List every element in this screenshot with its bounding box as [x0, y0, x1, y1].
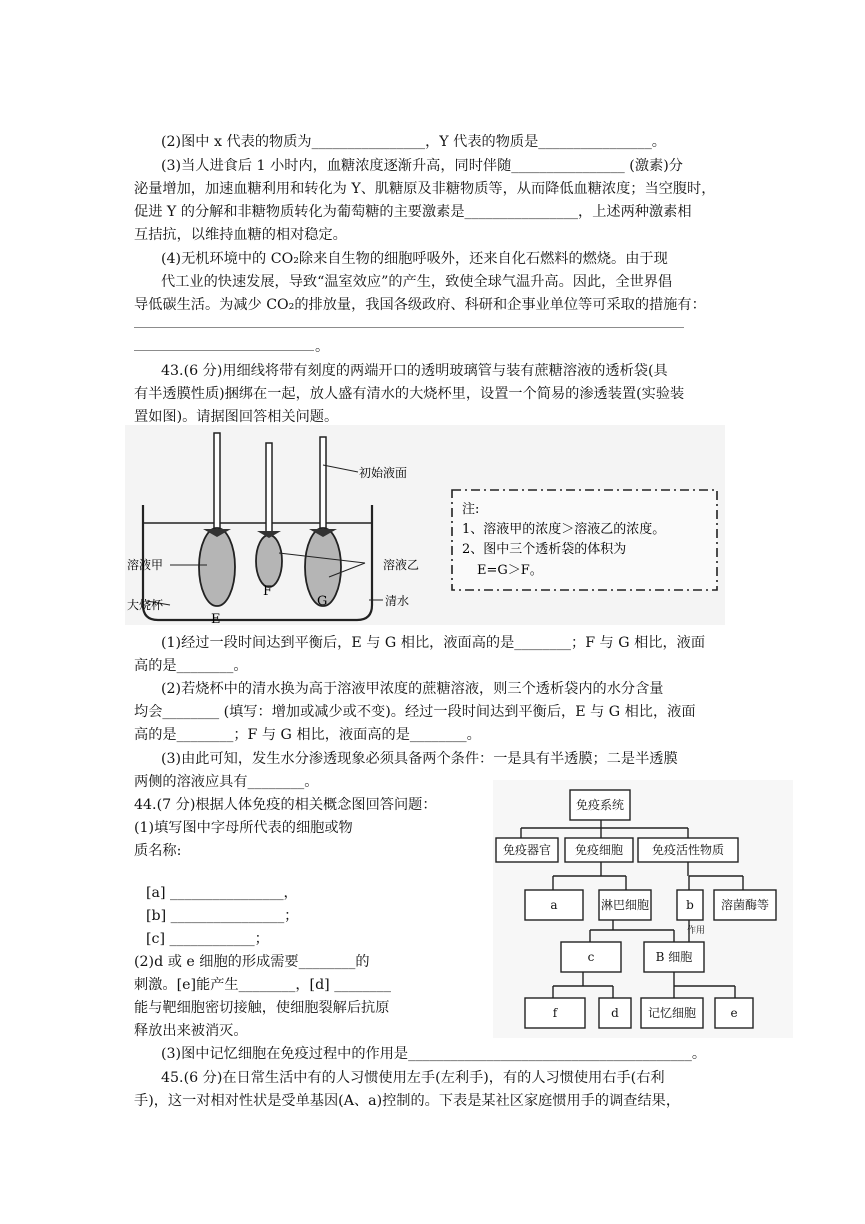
q43-answer-1: (1)经过一段时间达到平衡后，E 与 G 相比，液面高的是________；F 与 G 相比，液面: [161, 635, 706, 651]
node-e: e: [730, 1006, 738, 1020]
node-immune-organ: 免疫器官: [502, 843, 552, 857]
q44-blank-a: [a] ________________，: [146, 885, 298, 901]
q43-answer-5: 高的是________；F 与 G 相比，液面高的是________。: [134, 727, 481, 743]
label-bag-e: E: [211, 612, 221, 625]
osmosis-figure: [125, 425, 725, 625]
q44-blank-b: [b] ________________；: [146, 908, 299, 924]
label-action: 作用: [687, 926, 706, 936]
q44-line-7: 释放出来被消灭。: [134, 1023, 248, 1039]
q43-answer-7: 两侧的溶液应具有________。: [134, 774, 319, 790]
answer-line: [134, 350, 314, 351]
q42-line-6: (4)无机环境中的 CO₂除来自生物的细胞呼吸外，还来自化石燃料的燃烧。由于现: [161, 251, 668, 267]
note-line-1: 1、溶液甲的浓度＞溶液乙的浓度。: [462, 522, 666, 537]
q44-line-8: (3)图中记忆细胞在免疫过程中的作用是________________________________________。: [161, 1046, 707, 1062]
q43-line-3: 置如图)。请据图回答相关问题。: [134, 409, 339, 425]
answer-line: [134, 327, 684, 328]
label-bag-f: F: [263, 584, 273, 599]
q44-line-2: (1)填写图中字母所代表的细胞或物: [134, 820, 353, 836]
q43-answer-6: (3)由此可知，发生水分渗透现象必须具备两个条件：一是具有半透膜；二是半透膜: [161, 751, 678, 767]
q42-line-7: 代工业的快速发展，导致“温室效应”的产生，致使全球气温升高。因此，全世界倡: [161, 274, 673, 290]
label-beaker: 大烧杯: [127, 598, 164, 612]
q42-line-1: (2)图中 x 代表的物质为________________，Y 代表的物质是________________。: [161, 134, 666, 150]
node-lysozyme: 溶菌酶等: [720, 898, 770, 912]
label-bag-g: G: [317, 594, 328, 609]
q43-line-2: 有半透膜性质)捆绑在一起，放人盛有清水的大烧杯里，设置一个简易的渗透装置(实验装: [134, 386, 685, 402]
label-solution-a: 溶液甲: [127, 558, 164, 572]
node-c: c: [587, 950, 595, 964]
q42-line-9: 。: [315, 339, 330, 355]
node-memory-cell: 记忆细胞: [647, 1006, 697, 1020]
note-title: 注:: [462, 502, 480, 517]
q45-line-1: 45.(6 分)在日常生活中有的人习惯使用左手(左利手)，有的人习惯使用右手(右利: [161, 1070, 665, 1086]
node-f: f: [552, 1006, 558, 1020]
q42-line-2: (3)当人进食后 1 小时内，血糖浓度逐渐升高，同时伴随________________ (激素)分: [161, 158, 683, 174]
q43-answer-2: 高的是________。: [134, 658, 248, 674]
q43-line-1: 43.(6 分)用细线将带有刻度的两端开口的透明玻璃管与装有蔗糖溶液的透析袋(具: [161, 363, 668, 379]
node-b-cell: B 细胞: [655, 950, 693, 964]
note-line-2: 2、图中三个透析袋的体积为: [462, 542, 627, 557]
q44-line-5: 刺激。[e]能产生________，[d] ________: [134, 977, 391, 993]
q44-line-4: (2)d 或 e 细胞的形成需要________的: [134, 954, 370, 970]
q43-answer-4: 均会________ (填写：增加或减少或不变)。经过一段时间达到平衡后，E 与 G 相比，液面: [134, 704, 696, 720]
note-line-3: E=G＞F。: [477, 563, 543, 578]
q44-line-3: 质名称:: [134, 843, 182, 859]
q44-line-6: 能与靶细胞密切接触，使细胞裂解后抗原: [134, 1000, 390, 1016]
q42-line-4: 促进 Y 的分解和非糖物质转化为葡萄糖的主要激素是________________，上述两种激素相: [134, 204, 692, 220]
q44-line-1: 44.(7 分)根据人体免疫的相关概念图回答问题：: [134, 797, 437, 813]
node-immune-active: 免疫活性物质: [651, 843, 725, 857]
q42-line-8: 导低碳生活。为减少 CO₂的排放量，我国各级政府、科研和企事业单位等可采取的措施有：: [134, 297, 706, 313]
q42-line-5: 互拮抗，以维持血糖的相对稳定。: [134, 227, 347, 243]
node-d: d: [611, 1006, 619, 1020]
q44-blank-c: [c] ____________；: [146, 931, 269, 947]
node-a: a: [550, 898, 558, 912]
node-immune-system: 免疫系统: [575, 798, 625, 812]
q43-answer-3: (2)若烧杯中的清水换为高于溶液甲浓度的蔗糖溶液，则三个透析袋内的水分含量: [161, 681, 664, 697]
node-immune-cell: 免疫细胞: [574, 843, 624, 857]
node-b: b: [686, 898, 694, 912]
label-water: 清水: [385, 594, 410, 608]
immune-concept-map: [493, 780, 793, 1038]
label-initial-level: 初始液面: [359, 466, 408, 480]
node-lymphocyte: 淋巴细胞: [600, 898, 650, 912]
label-solution-b: 溶液乙: [383, 558, 420, 572]
q42-line-3: 泌量增加，加速血糖利用和转化为 Y、肌糖原及非糖物质等，从而降低血糖浓度；当空腹时，: [134, 181, 716, 197]
q45-line-2: 手)，这一对相对性状是受单基因(A、a)控制的。下表是某社区家庭惯用手的调查结果，: [134, 1093, 681, 1109]
